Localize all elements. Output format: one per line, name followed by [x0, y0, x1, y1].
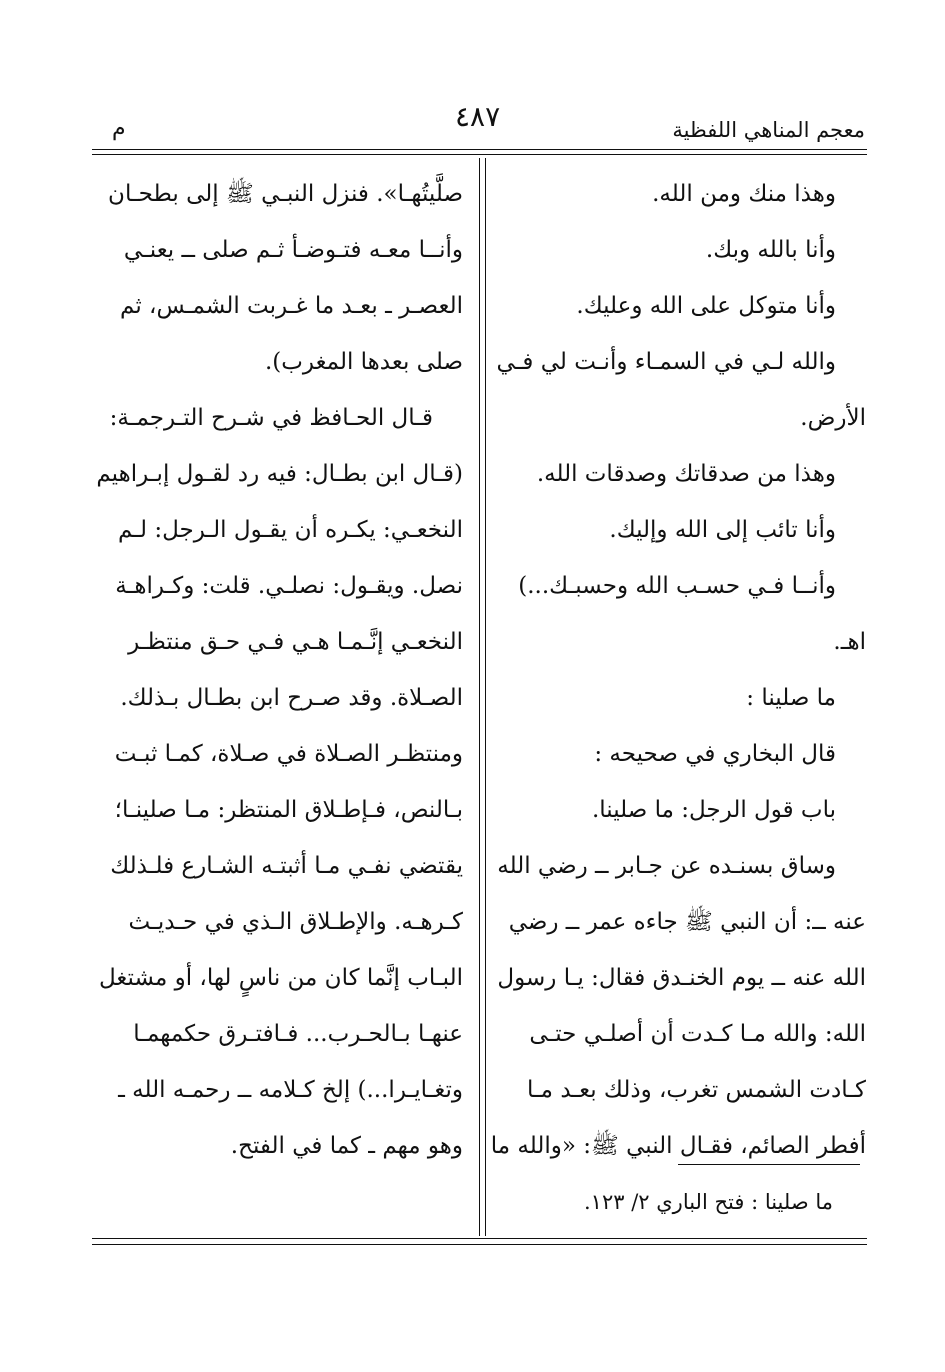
column-separator	[479, 158, 480, 1236]
text-line: وأنا بالله وبك.	[705, 237, 836, 263]
text-line: اهـ.	[833, 629, 866, 655]
text-line: الله عنه ــ يوم الخنـدق فقال: يـا رسول	[497, 965, 866, 991]
text-line: الأرض.	[800, 405, 866, 431]
text-line: كـادت الشمس تغرب، وذلك بعـد مـا	[526, 1077, 866, 1103]
text-line: وأنا متوكل على الله وعليك.	[576, 293, 836, 319]
footnote-rule	[678, 1164, 860, 1165]
text-line: وهذا منك ومن الله.	[652, 181, 836, 207]
entry-heading: ما صلينا :	[746, 685, 836, 711]
text-line: وأنــا فـي حسـب الله وحسبـك...)	[518, 573, 836, 599]
text-line: بـالنص، فـإطـلاق المنتظر: مـا صلينـا؛	[114, 797, 463, 823]
text-line: وهو مهم ـ كما في الفتح.	[230, 1133, 463, 1159]
text-line: قال البخاري في صحيحه :	[594, 741, 836, 767]
text-line: عنه ــ: أن النبي ﷺ جاءه عمر ــ رضي	[508, 909, 866, 935]
running-header-title: معجم المناهي اللفظية	[672, 118, 865, 142]
header-rule	[92, 149, 867, 150]
text-line: وتغـايـرا...) إلخ كـلامه ــ رحمـه الله ـ	[118, 1077, 463, 1103]
text-line: النخعـي إنَّـمـا هـي فـي حـق منتظـر	[128, 629, 463, 655]
text-line: ومنتظـر الصـلاة في صـلاة، كمـا ثبـت	[114, 741, 463, 767]
text-line: عنهـا بـالحـرب... فـافتـرق حكمهمـا	[133, 1021, 463, 1047]
column-separator-inner	[485, 158, 486, 1236]
text-line: والله لـي في السمـاء وأنـت لي فـي	[496, 349, 836, 375]
footer-rule	[92, 1238, 867, 1239]
text-line: قـال الحـافظ في شـرح التـرجمـة:	[109, 405, 433, 431]
text-line: الصـلاة. وقد صـرح ابن بطـال بـذلك.	[120, 685, 463, 711]
text-line: كـرهـه. والإطـلاق الـذي في حـديـث	[128, 909, 463, 935]
text-line: نصل. ويقـول: نصلـي. قلت: وكـراهـة	[115, 573, 463, 599]
footnote: ما صلينا : فتح الباري ٢/ ١٢٣.	[583, 1190, 833, 1214]
text-line: باب قول الرجل: ما صلينا.	[591, 797, 836, 823]
page-number: ٤٨٧	[455, 100, 501, 133]
text-line: يقتضي نفـي مـا أثبتـه الشـارع فلـذلك	[110, 853, 463, 879]
text-line: وأنا تائب إلى الله وإليك.	[609, 517, 836, 543]
left-column	[95, 166, 463, 1174]
text-line: وساق بسنـده عن جـابر ــ رضي الله	[497, 853, 836, 879]
header-rule-inner	[92, 154, 867, 155]
text-line: الله: والله مـا كـدت أن أصلـي حتـى	[529, 1021, 866, 1047]
text-line: صلى بعدها المغرب).	[264, 349, 463, 375]
text-line: أفطر الصائم، فقـال النبي ﷺ: «والله ما	[490, 1133, 866, 1159]
text-line: وهذا من صدقاتك وصدقات الله.	[536, 461, 836, 487]
footer-rule-inner	[92, 1244, 867, 1245]
text-line: صلَّيتُهـا». فنزل النبـي ﷺ إلى بطحـان	[108, 181, 463, 207]
text-line: البـاب إنَّما كان من ناسٍ لها، أو مشتغل	[98, 965, 463, 991]
right-column	[490, 166, 866, 1174]
section-letter: م	[112, 116, 126, 141]
text-line: العصـر ـ بعـد ما غـربت الشمـس، ثم	[120, 293, 463, 319]
text-line: النخعـي: يكـره أن يقـول الـرجل: لـم	[118, 517, 463, 543]
text-line: وأنــا معـه فتـوضـأ ثـم صلى ــ يعنـي	[123, 237, 463, 263]
text-line: (قـال ابن بطـال: فيه رد لقـول إبـراهيم	[96, 461, 463, 487]
